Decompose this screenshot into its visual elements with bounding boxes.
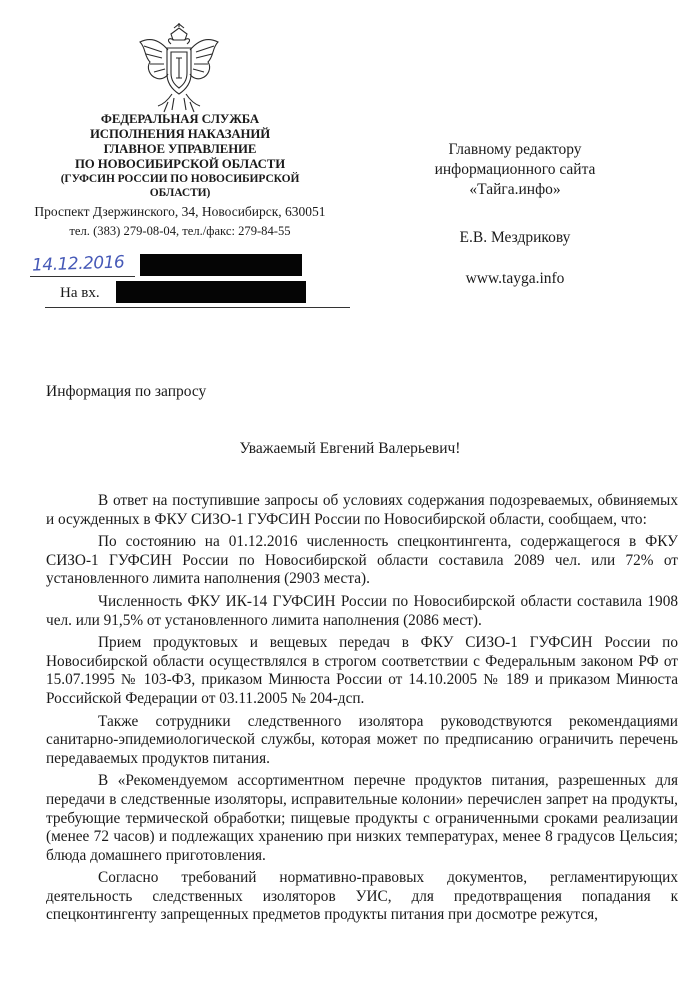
recipient-line: «Тайга.инфо» bbox=[469, 181, 561, 198]
body-paragraph: В «Рекомендуемом ассортиментном перечне продуктов питания, разрешенных для передачи в следственные изоляторы, исправительные колонии» перечислен запрет на продукты, требующие термической обработки; пищевые продукты с ограниченными сроками реализации (менее 72 часов) и подлежащих хранению при низких температурах, менее 8 градусов Цельсия; блюда домашнего приготовления. bbox=[46, 772, 678, 864]
body-paragraph: Также сотрудники следственного изолятора руководствуются рекомендациями санитарно-эпидемиологической службы, которая может по предписанию ограничить перечень передаваемых продуктов питания. bbox=[46, 712, 678, 767]
incoming-reference bbox=[60, 285, 100, 302]
body-paragraph: По состоянию на 01.12.2016 численность спецконтингента, содержащегося в ФКУ СИЗО-1 ГУФСИН России по Новосибирской области составила 2089 чел. или 72% от установленного лимита наполнения (2903 места). bbox=[46, 533, 678, 588]
org-line: ИСПОЛНЕНИЯ НАКАЗАНИЙ bbox=[89, 127, 271, 141]
incoming-rule bbox=[45, 307, 350, 308]
recipient-name: Е.В. Мездрикову bbox=[459, 229, 571, 246]
sender-address: Проспект Дзержинского, 34, Новосибирск, 630051 bbox=[34, 204, 326, 219]
fsin-emblem-icon bbox=[138, 22, 220, 114]
org-line: (ГУФСИН РОССИИ ПО НОВОСИБИРСКОЙ ОБЛАСТИ) bbox=[60, 173, 300, 199]
sender-block bbox=[30, 112, 330, 239]
letter-subject: Информация по запросу bbox=[46, 383, 207, 400]
body-paragraph: Численность ФКУ ИК-14 ГУФСИН России по Новосибирской области составила 1908 чел. или 91,5% от установленного лимита наполнения (2086 мест). bbox=[46, 592, 678, 629]
handwritten-date: 14.12.2016 bbox=[31, 252, 125, 276]
recipient-site: www.tayga.info bbox=[465, 270, 565, 287]
recipient-line: информационного сайта bbox=[434, 161, 596, 178]
org-line: ГЛАВНОЕ УПРАВЛЕНИЕ bbox=[103, 142, 257, 156]
incoming-label: На вх. bbox=[60, 285, 100, 301]
body-paragraph: Прием продуктовых и вещевых передач в ФКУ СИЗО-1 ГУФСИН России по Новосибирской области осуществлялся в строгом соответствии с Федеральным законом РФ от 15.07.1995 № 103-ФЗ, приказом Минюста России от 14.10.2005 № 189 и приказом Минюста Российской Федерации от 03.11.2005 № 204-дсп. bbox=[46, 634, 678, 707]
date-rule bbox=[30, 276, 135, 277]
body-paragraph: Согласно требований нормативно-правовых документов, регламентирующих деятельность следственных изоляторов УИС, для предотвращения попадания к спецконтингенту запрещенных предметов продукты питания при досмотре режутся, bbox=[46, 869, 678, 924]
sender-phone: тел. (383) 279-08-04, тел./факс: 279-84-55 bbox=[69, 224, 291, 238]
redaction-box bbox=[116, 281, 306, 303]
letter-greeting: Уважаемый Евгений Валерьевич! bbox=[239, 440, 461, 457]
org-line: ФЕДЕРАЛЬНАЯ СЛУЖБА bbox=[100, 112, 260, 126]
body-paragraph: В ответ на поступившие запросы об условиях содержания подозреваемых, обвиняемых и осужденных в ФКУ СИЗО-1 ГУФСИН России по Новосибирской области, сообщаем, что: bbox=[46, 492, 678, 528]
redaction-box bbox=[140, 254, 302, 276]
recipient-line: Главному редактору bbox=[448, 141, 582, 158]
letter-body bbox=[46, 492, 678, 929]
org-line: ПО НОВОСИБИРСКОЙ ОБЛАСТИ bbox=[74, 157, 286, 171]
recipient-block bbox=[410, 140, 620, 289]
